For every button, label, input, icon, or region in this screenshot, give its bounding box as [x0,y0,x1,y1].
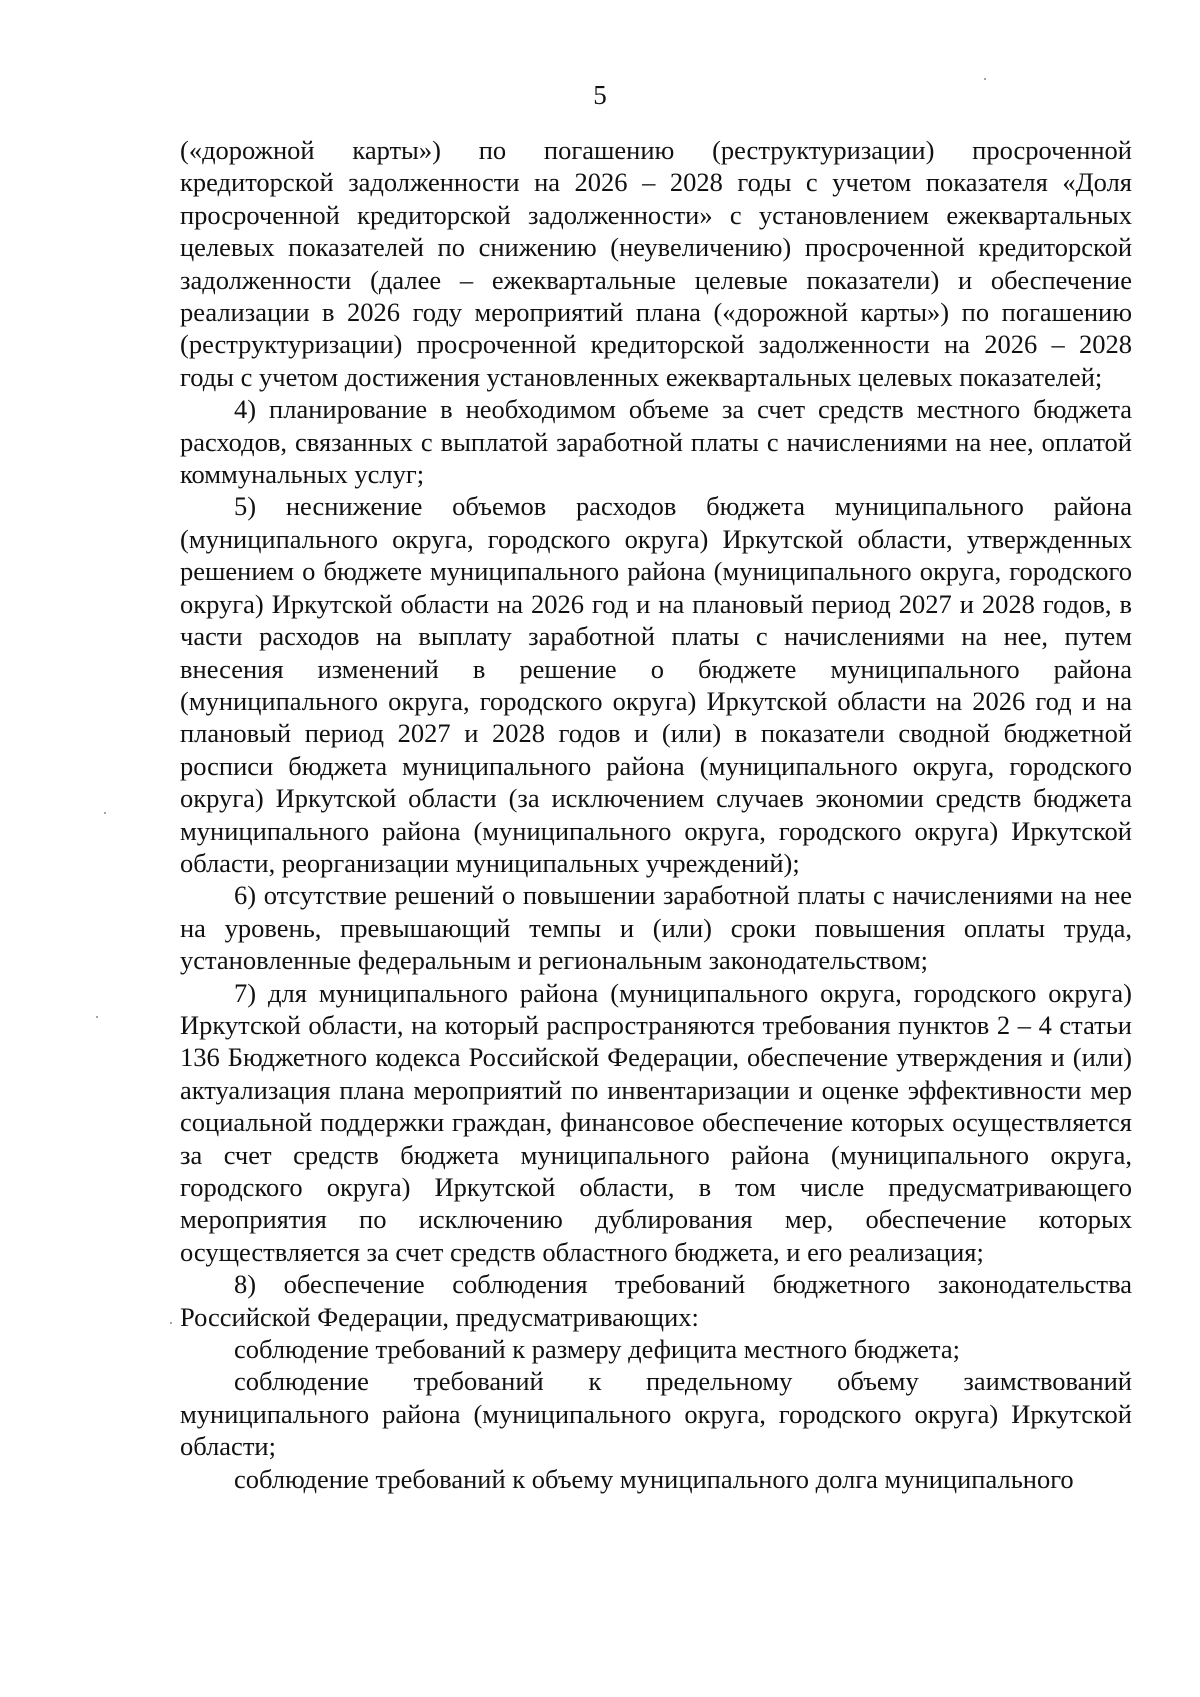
page-number: 5 [593,80,607,110]
paragraph-item-7: 7) для муниципального района (муниципального округа, городского округа) Иркутской области, на который распространяются требования пунктов 2 – 4 статьи 136 Бюджетного кодекса Российской Федерации, обеспечение утверждения и (или) актуализация плана мероприятий по инвентаризации и оценке эффективности мер социальной поддержки граждан, финансовое обеспечение которых осуществляется за счет средств бюджета муниципального района (муниципального округа, городского округа) Иркутской области, в том числе предусматривающего мероприятия по исключению дублирования мер, обеспечение которых осуществляется за счет средств областного бюджета, и его реализация; [180,977,1132,1267]
scan-speck [104,812,106,814]
scan-speck [170,1322,172,1324]
scan-speck [96,1016,98,1018]
paragraph-sub-debt: соблюдение требований к объему муниципального долга муниципального [234,1463,1074,1494]
paragraph-item-6: 6) отсутствие решений о повышении заработной платы с начислениями на нее на уровень, превышающий темпы и (или) сроки повышения оплаты труда, установленные федеральным и региональным законодательством; [180,880,1132,976]
document-body [180,134,1132,1495]
paragraph-continuation: («дорожной карты») по погашению (реструктуризации) просроченной кредиторской задолженности на 2026 – 2028 годы с учетом показателя «Доля просроченной кредиторской задолженности» с установлением ежеквартальных целевых показателей по снижению (неувеличению) просроченной кредиторской задолженности (далее – ежеквартальные целевые показатели) и обеспечение реализации в 2026 году мероприятий плана («дорожной карты») по погашению (реструктуризации) просроченной кредиторской задолженности на 2026 – 2028 годы с учетом достижения установленных ежеквартальных целевых показателей; [180,135,1132,392]
paragraph-sub-deficit: соблюдение требований к размеру дефицита местного бюджета; [234,1334,960,1365]
scan-speck [984,78,986,80]
paragraph-item-4: 4) планирование в необходимом объеме за счет средств местного бюджета расходов, связанных с выплатой заработной платы с начислениями на нее, оплатой коммунальных услуг; [180,394,1132,490]
paragraph-item-8: 8) обеспечение соблюдения требований бюджетного законодательства Российской Федерации, предусматривающих: [180,1269,1132,1332]
paragraph-sub-borrowing: соблюдение требований к предельному объему заимствований муниципального района (муниципального округа, городского округа) Иркутской области; [180,1366,1132,1462]
paragraph-item-5: 5) неснижение объемов расходов бюджета муниципального района (муниципального округа, городского округа) Иркутской области, утвержденных решением о бюджете муниципального района (муниципального округа, городского округа) Иркутской области на 2026 год и на плановый период 2027 и 2028 годов, в части расходов на выплату заработной платы с начислениями на нее, путем внесения изменений в решение о бюджете муниципального района (муниципального округа, городского округа) Иркутской области на 2026 год и на плановый период 2027 и 2028 годов и (или) в показатели сводной бюджетной росписи бюджета муниципального района (муниципального округа, городского округа) Иркутской области (за исключением случаев экономии средств бюджета муниципального района (муниципального округа, городского округа) Иркутской области, реорганизации муниципальных учреждений); [180,491,1132,878]
